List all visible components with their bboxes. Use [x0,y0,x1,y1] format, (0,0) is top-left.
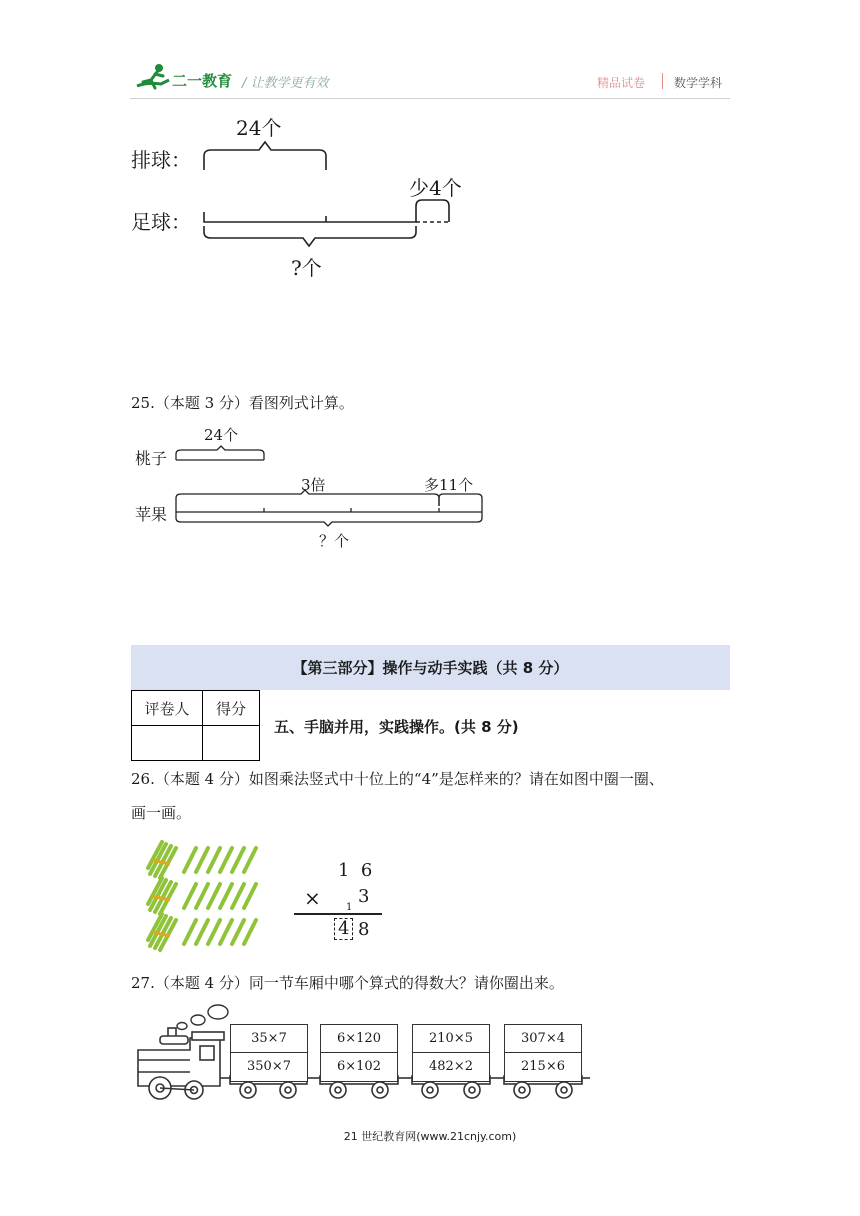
q24-count-top: 24个 [236,116,282,140]
mult-top: 1 6 [338,860,373,881]
q25-bar-drawing [131,420,511,560]
q24-less-label: 少4个 [409,176,462,200]
train-wheels [240,1082,572,1098]
q27-stem: 27.（本题 4 分）同一节车厢中哪个算式的得数大？请你圈出来。 [131,974,564,992]
stick-bundle-2 [148,878,256,914]
car-3-bottom-expression[interactable]: 482×2 [429,1059,473,1074]
car-4-top-expression[interactable]: 307×4 [505,1025,581,1053]
slogan: / 让教学更有效 [242,76,329,91]
mult-result-tens[interactable]: 4 [334,918,353,940]
car-4-bottom-expression[interactable]: 215×6 [521,1059,565,1074]
q24-label-football: 足球： [131,210,191,234]
score-header-score: 得分 [203,691,260,726]
mult-carry: 1 [346,902,353,913]
q25-stem: 25.（本题 3 分）看图列式计算。 [131,394,354,412]
header-tag-right: 数学学科 [674,76,723,90]
car-2-bottom-expression[interactable]: 6×102 [337,1059,381,1074]
q25-label-peach: 桃子 [135,449,168,468]
counting-sticks-picture [140,838,265,956]
logo-text: 二一教育 [172,72,233,90]
section-title-band: 【第三部分】操作与动手实践（共 8 分） [131,645,730,690]
train-car-3 [412,1024,490,1082]
stick-bundle-3 [148,914,256,950]
part-title: 五、手脑并用，实践操作。(共 8 分) [274,718,519,736]
stick-row-1 [184,848,256,872]
q25-diagram [131,420,511,560]
locomotive-icon [138,1028,224,1099]
mult-rule [294,913,382,915]
q24-question: ?个 [291,256,322,280]
mult-sign: × [304,886,321,910]
score-table [131,690,260,761]
train-car-1 [230,1024,308,1082]
header-divider [662,73,663,89]
q24-label-volleyball: 排球： [131,148,191,172]
score-cell-grader[interactable] [132,726,203,761]
header-rule [130,98,730,99]
q25-times-label: 3倍 [301,476,326,494]
score-header-grader: 评卷人 [132,691,203,726]
q24-bar-drawing [131,112,531,282]
vertical-multiplication [290,858,390,948]
train-car-2 [320,1024,398,1082]
q26-stem-line1: 26.（本题 4 分）如图乘法竖式中十位上的“4”是怎样来的？请在如图中圈一圈、 [131,770,664,788]
mult-result-ones: 8 [358,919,370,940]
page-footer: 21 世纪教育网(www.21cnjy.com) [343,1130,517,1143]
q25-count-top: 24个 [204,426,239,444]
header-tag-left: 精品试卷 [597,76,646,90]
smoke-icon [177,1005,228,1030]
car-2-top-expression[interactable]: 6×120 [321,1025,397,1053]
car-3-top-expression[interactable]: 210×5 [413,1025,489,1053]
q25-question: ？个 [319,532,350,550]
q25-label-apple: 苹果 [135,505,168,524]
train-car-4 [504,1024,582,1082]
mult-bottom: 3 [358,886,370,907]
runner-logo-icon [133,62,173,92]
page-header [0,0,860,110]
car-1-top-expression[interactable]: 35×7 [231,1025,307,1053]
stick-bundle-icon [148,842,176,878]
score-cell-score[interactable] [203,726,260,761]
car-1-bottom-expression[interactable]: 350×7 [247,1059,291,1074]
q25-more-label: 多11个 [424,476,474,494]
q26-stem-line2: 画一画。 [131,804,192,822]
q24-diagram [131,112,531,282]
